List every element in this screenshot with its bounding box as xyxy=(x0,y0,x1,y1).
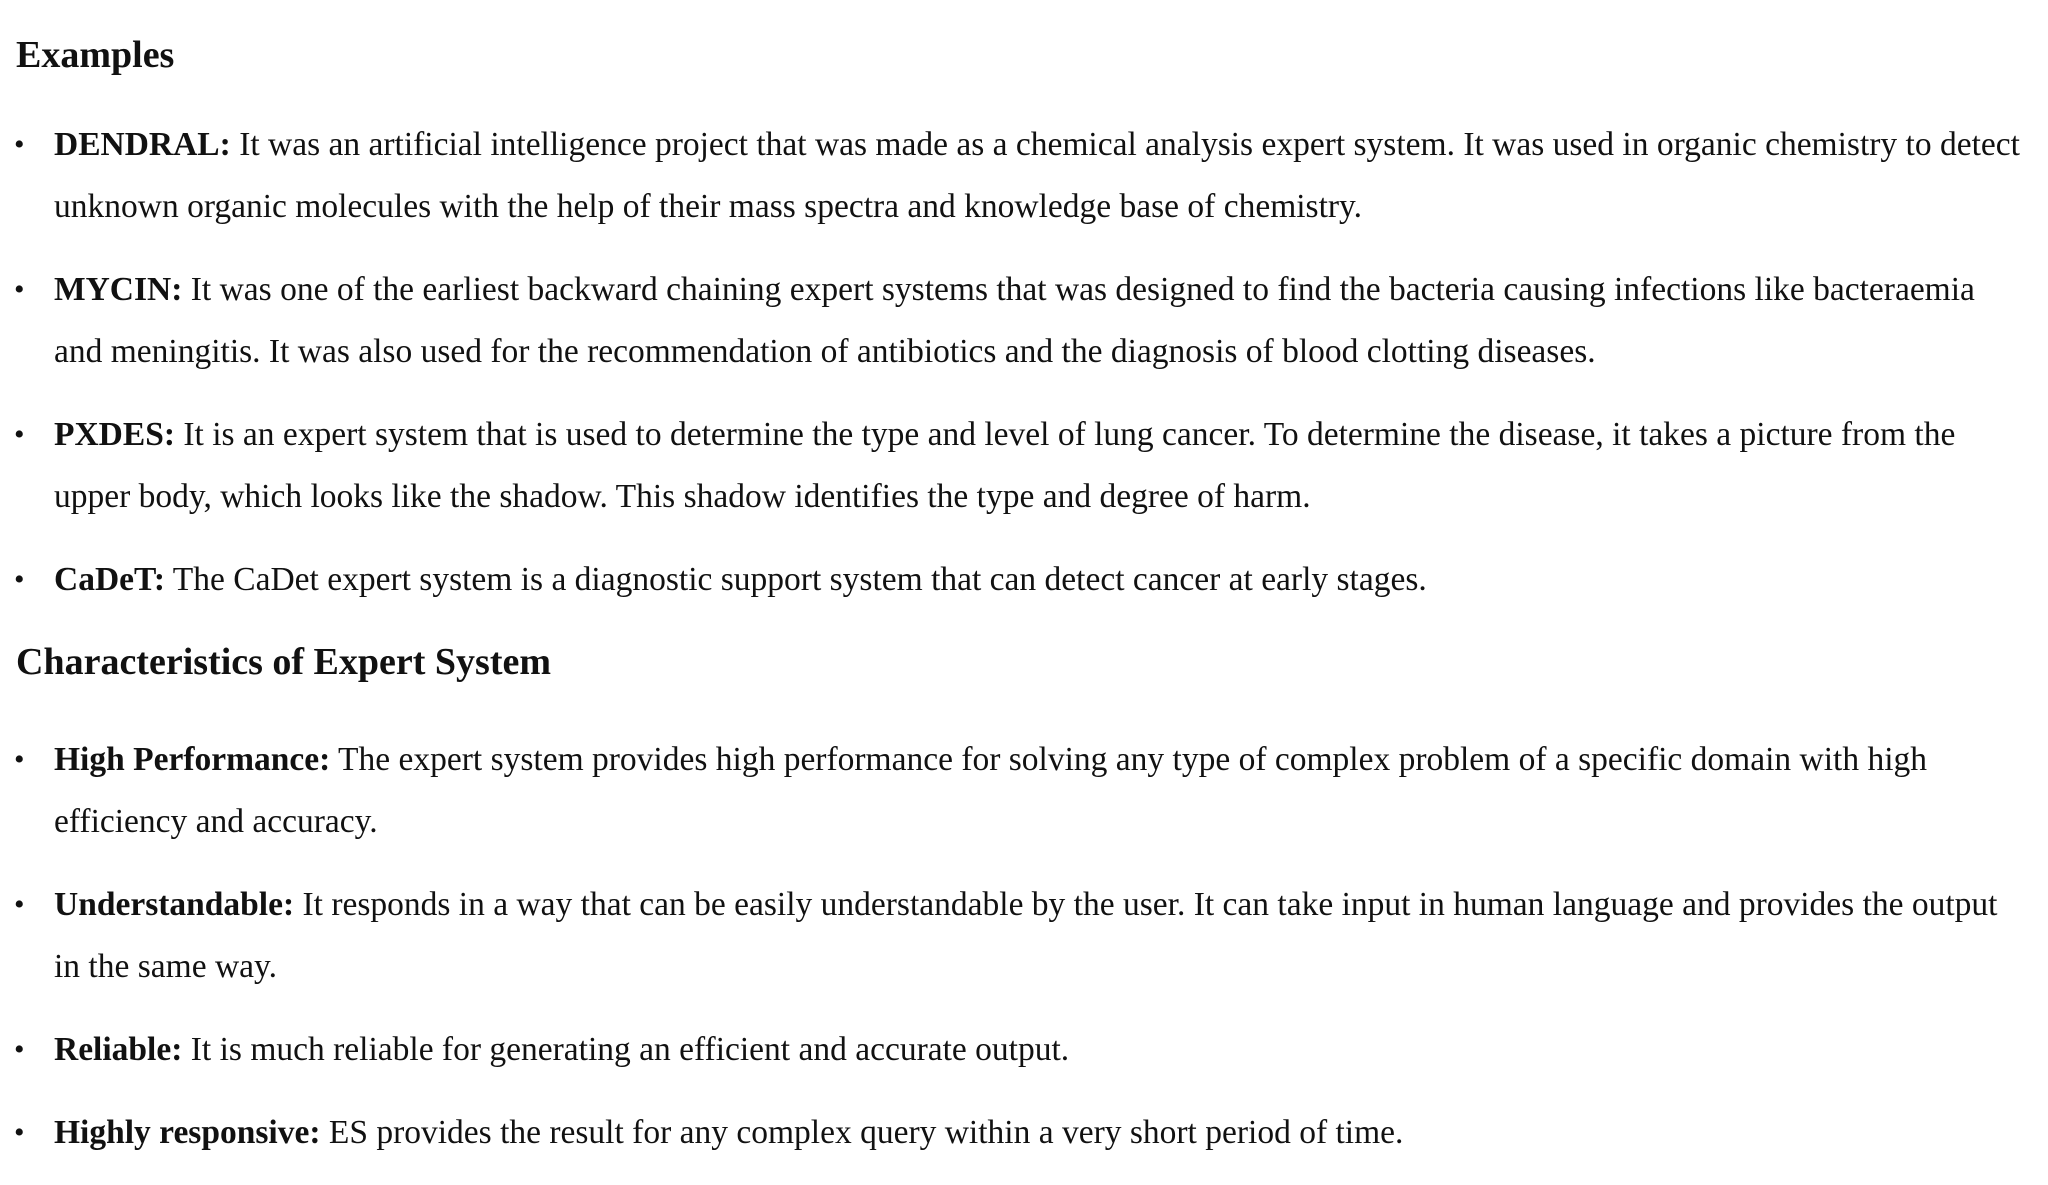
bullet-icon: • xyxy=(14,563,25,596)
list-item xyxy=(0,729,2040,853)
list-item xyxy=(0,1102,2040,1164)
bullet-icon: • xyxy=(14,273,25,306)
examples-list xyxy=(0,114,2040,632)
item-text: The CaDet expert system is a diagnostic support system that can detect cancer at early stages. xyxy=(165,561,1427,598)
bullet-icon: • xyxy=(14,888,25,921)
item-term: MYCIN: xyxy=(54,271,183,308)
item-text: It was one of the earliest backward chaining expert systems that was designed to find the bacteria causing infections like bacteraemia and meningitis. It was also used for the recommendation of antibiotics and the diagnosis of blood clotting diseases. xyxy=(54,271,1975,370)
item-term: High Performance: xyxy=(54,741,331,778)
item-term: PXDES: xyxy=(54,416,175,453)
characteristics-list xyxy=(0,729,2040,1185)
list-item xyxy=(0,1019,2040,1081)
list-item xyxy=(0,874,2040,998)
item-text: It is much reliable for generating an efficient and accurate output. xyxy=(182,1031,1070,1068)
item-term: Reliable: xyxy=(54,1031,183,1068)
bullet-icon: • xyxy=(14,1033,25,1066)
bullet-icon: • xyxy=(14,1116,25,1149)
item-text: It is an expert system that is used to determine the type and level of lung cancer. To determine the disease, it takes a picture from the upper body, which looks like the shadow. This shadow identifies the type and degree of harm. xyxy=(54,416,1956,515)
item-term: Understandable: xyxy=(54,886,295,923)
bullet-icon: • xyxy=(14,743,25,776)
item-term: Highly responsive: xyxy=(54,1114,321,1151)
item-text: ES provides the result for any complex query within a very short period of time. xyxy=(320,1114,1404,1151)
list-item xyxy=(0,549,2040,611)
bullet-icon: • xyxy=(14,418,25,451)
list-item xyxy=(0,114,2040,238)
list-item xyxy=(0,259,2040,383)
item-text: It was an artificial intelligence project that was made as a chemical analysis expert system. It was used in organic chemistry to detect unknown organic molecules with the help of their mass spectra and knowledge base of chemistry. xyxy=(54,126,2020,225)
list-item xyxy=(0,404,2040,528)
characteristics-heading: Characteristics of Expert System xyxy=(16,641,552,683)
item-text: The expert system provides high performance for solving any type of complex problem of a specific domain with high efficiency and accuracy. xyxy=(54,741,1928,840)
bullet-icon: • xyxy=(14,128,25,161)
examples-heading: Examples xyxy=(16,34,175,76)
item-term: CaDeT: xyxy=(54,561,166,598)
item-text: It responds in a way that can be easily understandable by the user. It can take input in human language and provides the output in the same way. xyxy=(54,886,1998,985)
item-term: DENDRAL: xyxy=(54,126,231,163)
